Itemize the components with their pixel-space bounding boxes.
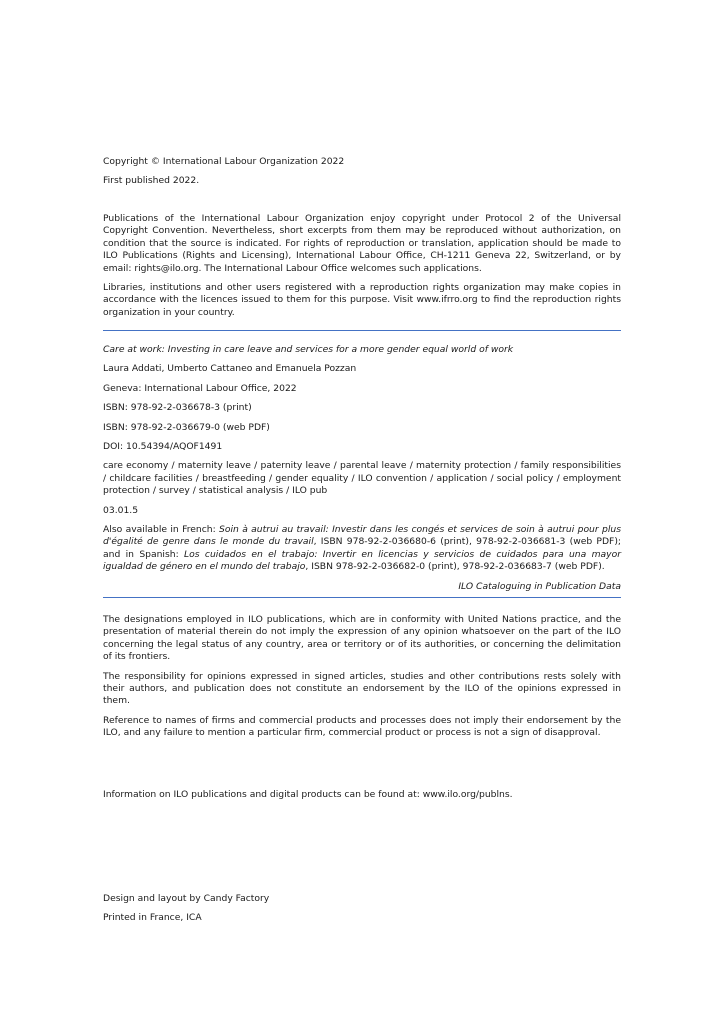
also-prefix: Also available in French: [103,524,220,536]
rights-paragraph-1: Publications of the International Labour Organization enjoy copyright under Protocol 2 of the Universal Copyright Convention. Nevertheless, short excerpts from them may be reproduced without authorization, on condition that the source is indicated. For rights of reproduction or translation, application should be made to ILO Publications (Rights and Licensing), International Labour Office, CH-1211 Geneva 22, Switzerland, or by email: rights@ilo.org. The International Labour Office welcomes such applications. [103,213,621,274]
first-published: First published 2022. [103,175,200,187]
keywords: care economy / maternity leave / paternity leave / parental leave / maternity protection / family responsibilities / childcare facilities / breastfeeding / gender equality / ILO convention / application / social policy / employment protection / survey / statistical analysis / ILO pub [103,460,621,497]
disclaimer-paragraph-2: The responsibility for opinions expressed in signed articles, studies and other contributions rests solely with their authors, and publication does not constitute an endorsement by the ILO of the opinions expressed in them. [103,670,621,707]
printed-credit: Printed in France, ICA [103,912,202,924]
divider-bottom [103,597,621,598]
divider-top [103,330,621,331]
isbn-print: ISBN: 978-92-2-036678-3 (print) [103,402,252,414]
french-title: Soin à autrui au travail: Investir dans les congés et services de soin à autrui pour plus d'égalité de genre dans le monde du travail [103,524,621,548]
disclaimer-paragraph-1: The designations employed in ILO publications, which are in conformity with United Nations practice, and the presentation of material therein do not imply the expression of any opinion whatsoever on the part of the ILO concerning the legal status of any country, area or territory or of its authorities, or concerning the delimitation of its frontiers. [103,614,621,663]
cip-label: ILO Cataloguing in Publication Data [458,580,621,592]
catalog-title: Care at work: Investing in care leave and services for a more gender equal world of work [103,344,514,355]
spanish-title: Los cuidados en el trabajo: Invertir en licencias y servicios de cuidados para una mayor igualdad de género en el mundo del trabajo [103,548,622,573]
doi: DOI: 10.54394/AQOF1491 [103,441,223,453]
catalog-code: 03.01.5 [103,504,139,516]
catalog-authors: Laura Addati, Umberto Cattaneo and Emanuela Pozzan [103,363,357,375]
rights-paragraph-2: Libraries, institutions and other users registered with a reproduction rights organization may make copies in accordance with the licences issued to them for this purpose. Visit www.ifrro.org to find the reproduction rights organization in your country. [103,282,621,318]
isbn-web: ISBN: 978-92-2-036679-0 (web PDF) [103,421,270,433]
also-available [103,524,621,574]
copyright-line: Copyright © International Labour Organization 2022 [103,156,345,167]
french-isbn: , ISBN 978-92-2-036680-6 (print), 978-92-2-036681-3 (web PDF); and in Spanish: [103,536,622,560]
disclaimer-paragraph-3: Reference to names of firms and commercial products and processes does not imply their endorsement by the ILO, and any failure to mention a particular firm, commercial product or process is not a sign of disapproval. [103,714,621,739]
spanish-isbn: , ISBN 978-92-2-036682-0 (print), 978-92-2-036683-7 (web PDF). [305,561,605,573]
catalog-publisher: Geneva: International Labour Office, 2022 [103,382,297,394]
design-credit: Design and layout by Candy Factory [103,893,270,904]
publications-info: Information on ILO publications and digital products can be found at: www.ilo.org/publns. [103,789,513,800]
